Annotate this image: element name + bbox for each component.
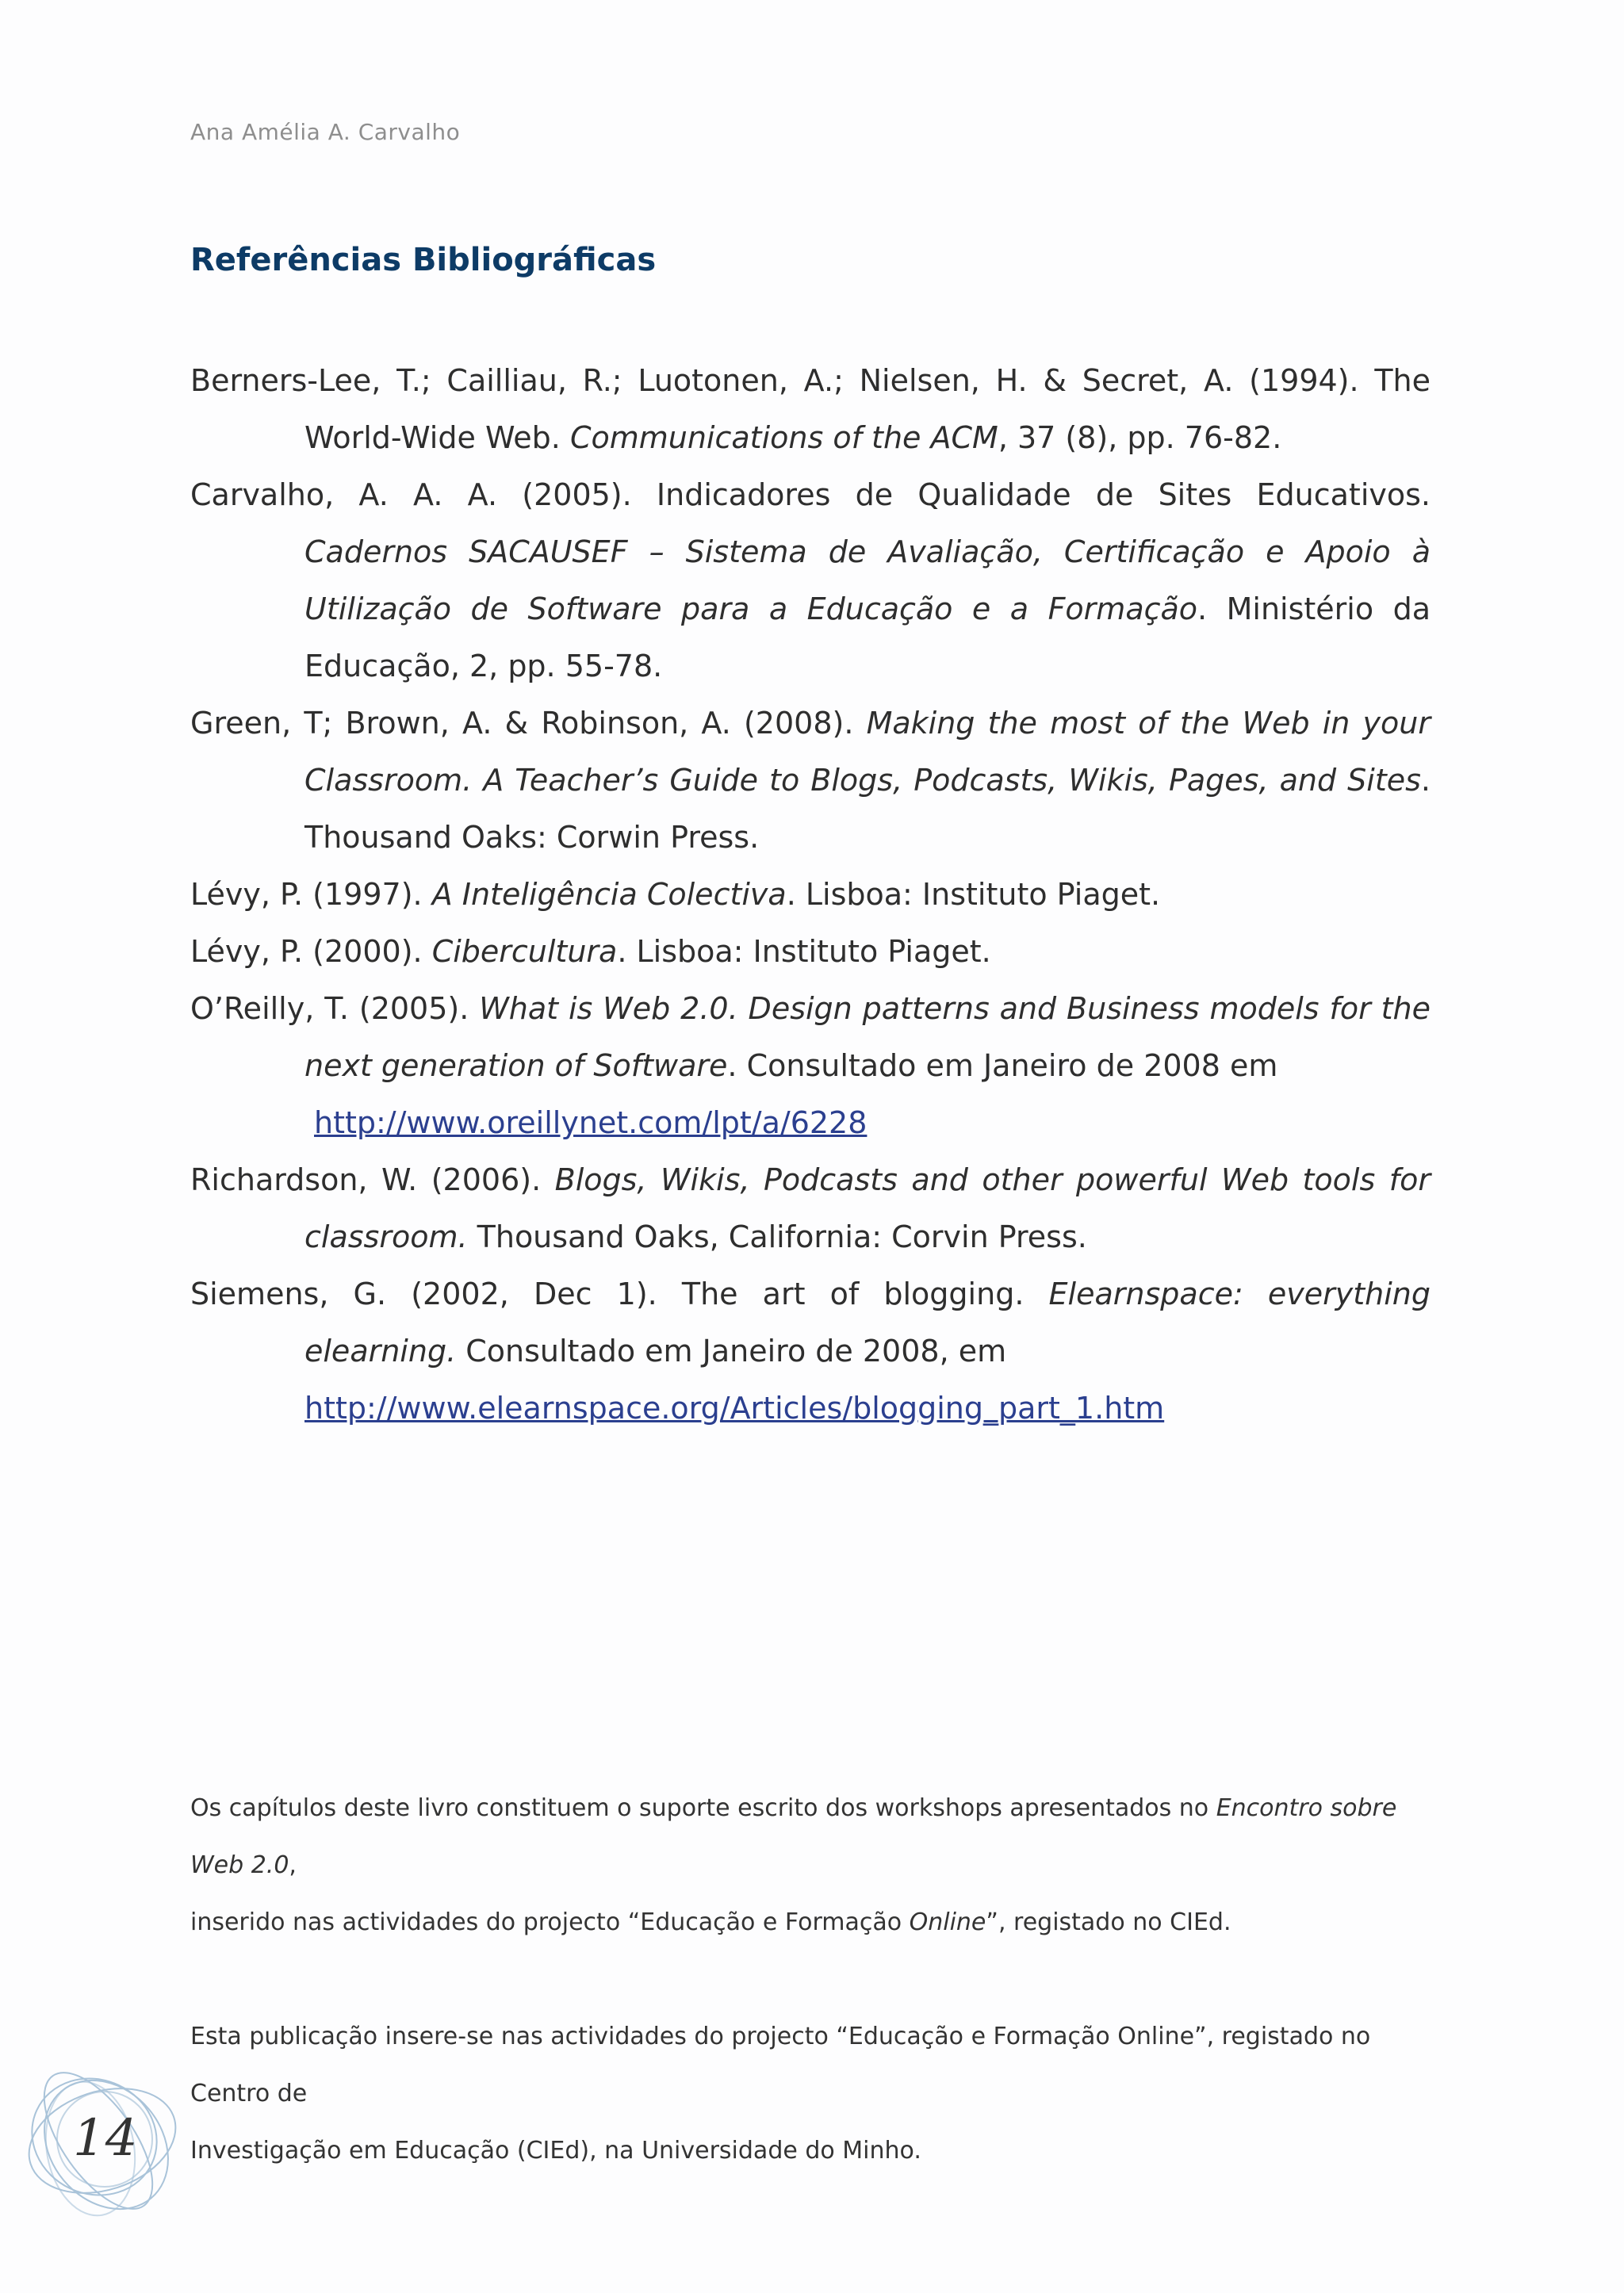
note-line: [190, 1780, 1431, 1894]
reference-item: [190, 1265, 1431, 1437]
reference-text: . Lisboa: Instituto Piaget.: [617, 934, 991, 969]
reference-link[interactable]: http://www.oreillynet.com/lpt/a/6228: [314, 1105, 868, 1140]
note-italic: Encontro sobre Web 2.0: [190, 1794, 1397, 1879]
note-text: ,: [289, 1851, 297, 1879]
reference-text: . Ministério da Educação, 2, pp. 55-78.: [304, 591, 1431, 683]
note-text: inserido nas actividades do projecto “Educação e Formação: [190, 1908, 910, 1936]
reference-italic: Blogs, Wikis, Podcasts and other powerful Web tools for classroom.: [304, 1162, 1431, 1254]
note-line: Esta publicação insere-se nas actividades do projecto “Educação e Formação Online”, registado no Centro de: [190, 2023, 1371, 2107]
note-italic: Online: [909, 1908, 986, 1936]
reference-italic: Making the most of the Web in your Classroom. A Teacher’s Guide to Blogs, Podcasts, Wikis, Pages, and Sites: [304, 706, 1431, 798]
reference-item: [190, 695, 1431, 866]
reference-italic: What is Web 2.0. Design patterns and Business models for the next generation of Software: [304, 991, 1431, 1083]
reference-italic: Cibercultura: [431, 934, 618, 969]
publication-notes: [190, 1780, 1431, 2180]
reference-link[interactable]: http://www.elearnspace.org/Articles/blogging_part_1.htm: [304, 1391, 1165, 1426]
running-header-author: Ana Amélia A. Carvalho: [190, 119, 461, 145]
reference-item: [190, 980, 1431, 1151]
reference-text: Berners-Lee, T.; Cailliau, R.; Luotonen, A.; Nielsen, H. & Secret, A. (1994). The World-Wide Web.: [190, 363, 1431, 455]
note-line: [190, 1894, 1431, 1951]
reference-text: Carvalho, A. A. A. (2005). Indicadores de Qualidade de Sites Educativos.: [190, 477, 1431, 512]
page-number: 14: [73, 2109, 138, 2168]
reference-item: [190, 1151, 1431, 1265]
reference-item: [190, 466, 1431, 695]
reference-text: Consultado em Janeiro de 2008, em: [456, 1334, 1007, 1369]
reference-text: Thousand Oaks, California: Corvin Press.: [467, 1219, 1087, 1254]
reference-text: , 37 (8), pp. 76-82.: [998, 420, 1282, 455]
note-text: Os capítulos deste livro constituem o suporte escrito dos workshops apresentados no: [190, 1794, 1216, 1822]
reference-text: Green, T; Brown, A. & Robinson, A. (2008).: [190, 706, 867, 741]
reference-italic: Communications of the ACM: [569, 420, 998, 455]
section-title: Referências Bibliográficas: [190, 242, 657, 278]
reference-item: [190, 352, 1431, 466]
reference-item: [190, 866, 1431, 923]
reference-text: Lévy, P. (1997).: [190, 877, 432, 912]
reference-text: O’Reilly, T. (2005).: [190, 991, 480, 1026]
reference-text: . Consultado em Janeiro de 2008 em: [727, 1048, 1278, 1083]
reference-text: . Thousand Oaks: Corwin Press.: [304, 763, 1431, 855]
reference-list: [190, 352, 1431, 1437]
reference-italic: Cadernos SACAUSEF – Sistema de Avaliação, Certificação e Apoio à Utilização de Software para a Educação e a Formação: [304, 534, 1431, 626]
reference-text: Siemens, G. (2002, Dec 1). The art of blogging.: [190, 1277, 1049, 1311]
reference-text: Lévy, P. (2000).: [190, 934, 432, 969]
reference-text: . Lisboa: Instituto Piaget.: [786, 877, 1161, 912]
note-text: ”, registado no CIEd.: [986, 1908, 1231, 1936]
reference-italic: Elearnspace: everything elearning.: [304, 1277, 1431, 1369]
note-line: Investigação em Educação (CIEd), na Universidade do Minho.: [190, 2137, 921, 2165]
reference-item: [190, 923, 1431, 980]
reference-italic: A Inteligência Colectiva: [431, 877, 787, 912]
reference-text: Richardson, W. (2006).: [190, 1162, 555, 1197]
